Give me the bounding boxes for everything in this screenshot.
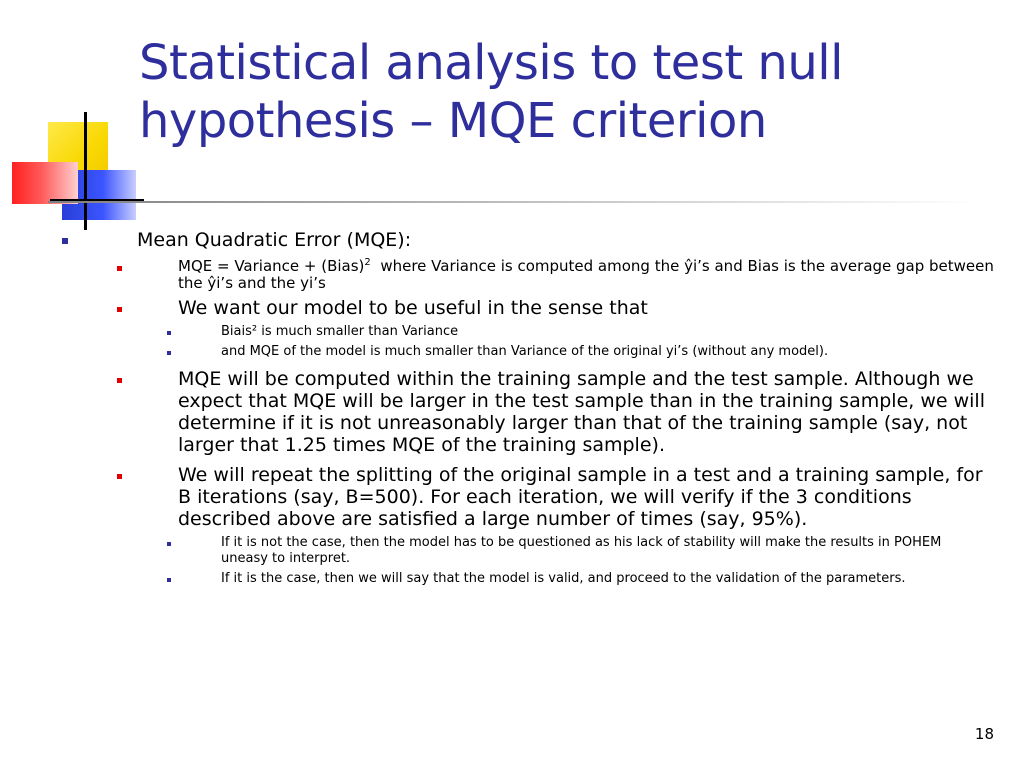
square-bullet-icon	[167, 331, 171, 335]
slide-body	[0, 228, 1024, 591]
vertical-line-decoration	[84, 112, 87, 230]
bullet-training-test	[0, 368, 1024, 456]
square-bullet-icon	[167, 351, 171, 355]
square-bullet-icon	[167, 542, 171, 546]
red-square-decoration	[12, 162, 78, 204]
not-valid-text: If it is not the case, then the model has to be questioned as his lack of stability will make the results in POHEM uneasy to interpret.	[221, 535, 942, 566]
valid-text: If it is the case, then we will say that the model is valid, and proceed to the validation of the parameters.	[221, 571, 906, 586]
slide-title-line-1: Statistical analysis to test null	[139, 35, 843, 91]
square-bullet-icon	[117, 378, 122, 383]
square-bullet-icon	[117, 307, 122, 312]
square-bullet-icon	[117, 266, 122, 271]
sub-bullet-valid	[0, 571, 1024, 587]
square-bullet-icon	[117, 474, 122, 479]
page-number: 18	[974, 725, 994, 743]
mqe-definition-start: MQE = Variance + (Bias)	[178, 257, 365, 275]
bullet-iterations	[0, 464, 1024, 530]
slide-title-line-2: hypothesis – MQE criterion	[139, 93, 767, 149]
sub-bullet-not-valid	[0, 535, 1024, 567]
bullet-mqe-definition	[0, 258, 1024, 292]
mqe-heading-text: Mean Quadratic Error (MQE):	[137, 229, 412, 251]
square-bullet-icon	[62, 238, 68, 244]
usefulness-text: We want our model to be useful in the sense that	[178, 297, 648, 319]
variance-condition-text: and MQE of the model is much smaller than Variance of the original yi’s (without any model).	[221, 344, 829, 359]
sub-bullet-variance-condition	[0, 344, 1024, 360]
bias-condition-text: Biais² is much smaller than Variance	[221, 324, 459, 339]
sub-bullet-bias-condition	[0, 324, 1024, 340]
bullet-usefulness	[0, 297, 1024, 319]
mqe-definition-end: where Variance is computed among the ŷi’s and Bias is the average gap between the ŷi’s and the yi’s	[178, 257, 999, 292]
title-divider	[48, 201, 980, 203]
bullet-mqe-heading	[0, 228, 1024, 252]
iterations-text: We will repeat the splitting of the original sample in a test and a training sample, for B iterations (say, B=500). For each iteration, we will verify if the 3 conditions described above are satisfied a large number of times (say, 95%).	[178, 464, 983, 530]
slide-title	[139, 34, 999, 150]
mqe-definition-superscript: 2	[364, 257, 371, 268]
square-bullet-icon	[167, 578, 171, 582]
training-test-text: MQE will be computed within the training sample and the test sample. Although we expect that MQE will be larger in the test sample than in the training sample, we will determine if it is not unreasonably larger than that of the training sample (say, not larger that 1.25 times MQE of the training sample).	[178, 368, 985, 456]
